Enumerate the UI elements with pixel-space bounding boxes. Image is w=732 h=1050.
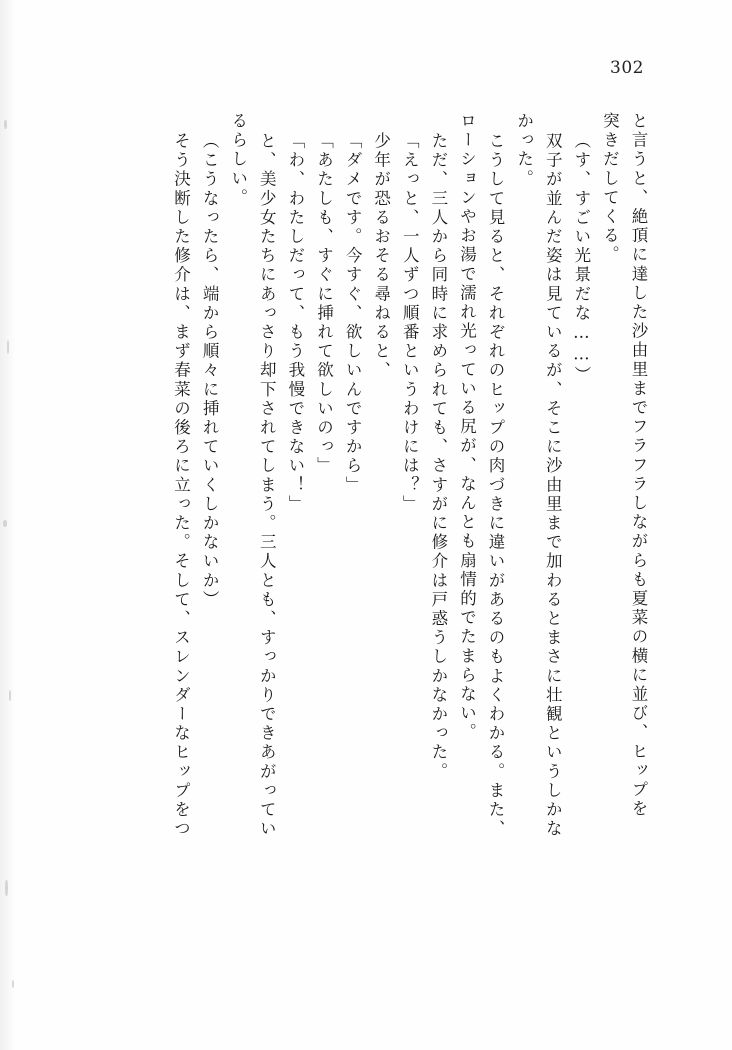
text-column: るらしい。 xyxy=(228,112,248,208)
scan-speck xyxy=(5,880,8,896)
text-column: そう決断した修介は、まず春菜の後ろに立った。そして、スレンダーなヒップをつ xyxy=(171,132,191,839)
text-column: （す、すごい光景だな……） xyxy=(571,132,591,386)
scan-speck xyxy=(3,520,7,527)
text-column: 「あたしも、すぐに挿れて欲しいのっ」 xyxy=(314,132,334,476)
scan-speck xyxy=(7,340,9,354)
page-number: 302 xyxy=(610,58,644,78)
text-column: 少年が恐るおそる尋ねると、 xyxy=(371,132,391,381)
text-column: （こうなったら、端から順々に挿れていくしかないか） xyxy=(200,132,220,610)
text-column: こうして見ると、それぞれのヒップの肉づきに違いがあるのもよくわかる。また、 xyxy=(486,132,506,839)
text-column: と、美少女たちにあっさり却下されてしまう。三人とも、すっかりできあがってい xyxy=(257,132,277,839)
text-column: 「ダメです。今すぐ、欲しいんですから」 xyxy=(343,132,363,495)
scan-speck xyxy=(12,980,14,988)
body-text-block xyxy=(96,112,646,972)
text-column: かった。 xyxy=(514,112,534,189)
scan-speck xyxy=(9,690,11,701)
text-column: 突きだしてくる。 xyxy=(600,112,620,265)
text-column: 双子が並んだ姿は見ているが、そこに沙由里まで加わるとまさに壮観というしかな xyxy=(543,132,563,839)
text-column: 「えっと、一人ずつ順番というわけには？」 xyxy=(400,132,420,514)
scan-speck xyxy=(4,120,7,129)
text-column: ローションやお湯で濡れ光っている尻が、なんとも扇情的でたまらない。 xyxy=(457,112,477,743)
text-column: ただ、三人から同時に求められても、さすがに修介は戸惑うしかなかった。 xyxy=(428,132,448,782)
text-column: と言うと、絶頂に達した沙由里までフラフラしながらも夏菜の横に並び、ヒップを xyxy=(629,112,648,819)
text-column: 「わ、わたしだって、もう我慢できない！」 xyxy=(285,132,305,514)
